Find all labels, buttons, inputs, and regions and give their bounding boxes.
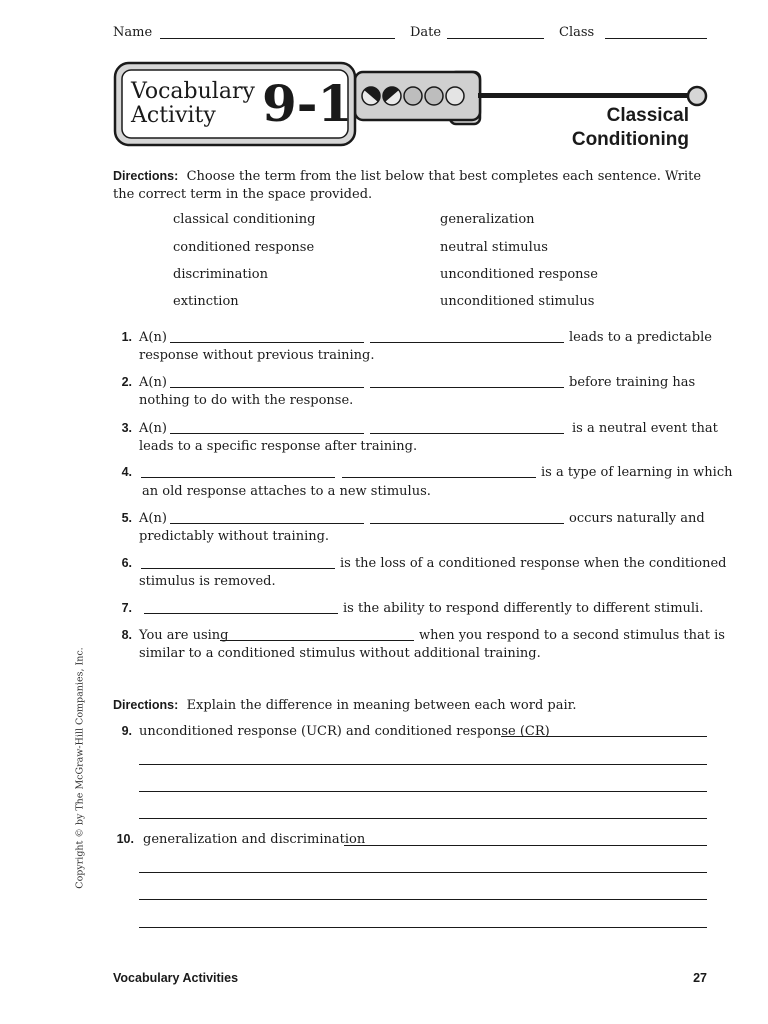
answer-blank[interactable] (220, 640, 414, 641)
question-prefix: A(n) (139, 421, 167, 436)
answer-line[interactable] (139, 791, 707, 792)
directions-2-label: Directions: (113, 698, 179, 712)
directions-1-label: Directions: (113, 169, 179, 183)
answer-blank[interactable] (370, 523, 564, 524)
question-number: 3. (121, 421, 132, 435)
question-prefix: A(n) (139, 511, 167, 526)
word-bank-term: classical conditioning (173, 212, 316, 227)
word-bank-term: discrimination (173, 267, 268, 282)
word-pair: generalization and discrimination (143, 832, 366, 847)
word-bank-term: unconditioned response (440, 267, 598, 282)
word-bank-term: unconditioned stimulus (440, 294, 595, 309)
word-pair: unconditioned response (UCR) and conditioned response (CR) (139, 724, 550, 739)
directions-2 (113, 696, 708, 715)
question-prefix: You are using (139, 628, 229, 643)
question-continuation: nothing to do with the response. (139, 393, 354, 408)
page-number: 27 (693, 971, 707, 985)
answer-blank[interactable] (144, 613, 338, 614)
word-bank-term: generalization (440, 212, 535, 227)
answer-blank[interactable] (141, 477, 335, 478)
answer-line[interactable] (139, 927, 707, 928)
answer-line[interactable] (344, 845, 707, 846)
question-number: 6. (121, 556, 132, 570)
activity-number: 9-1 (262, 74, 353, 133)
question-continuation: an old response attaches to a new stimulus. (142, 484, 431, 499)
question-continuation: response without previous training. (139, 348, 375, 363)
word-bank-term: extinction (173, 294, 239, 309)
question-text: before training has (569, 375, 696, 390)
topic-title-line1: Classical (606, 105, 689, 126)
copyright-notice: Copyright © by The McGraw-Hill Companies, Inc. (74, 647, 86, 889)
badge-line2: Activity (131, 103, 216, 128)
question-continuation: similar to a conditioned stimulus without additional training. (139, 646, 541, 661)
question-text: is the ability to respond differently to different stimuli. (343, 601, 704, 616)
name-label: Name (113, 25, 153, 40)
answer-blank[interactable] (370, 387, 564, 388)
question-continuation: predictably without training. (139, 529, 330, 544)
date-label: Date (410, 25, 442, 40)
question-number: 9. (121, 724, 132, 738)
topic-title-line2: Conditioning (571, 129, 689, 150)
answer-blank[interactable] (170, 433, 364, 434)
question-continuation: stimulus is removed. (139, 574, 276, 589)
word-bank-term: neutral stimulus (440, 240, 548, 255)
question-text: when you respond to a second stimulus that is (419, 628, 725, 643)
question-text: occurs naturally and (569, 511, 705, 526)
date-field[interactable] (447, 38, 544, 39)
question-continuation: leads to a specific response after training. (139, 439, 418, 454)
answer-blank[interactable] (342, 477, 536, 478)
question-number: 4. (121, 465, 132, 479)
question-text: is a type of learning in which (541, 465, 733, 480)
class-label: Class (559, 25, 595, 40)
question-number: 8. (121, 628, 132, 642)
answer-blank[interactable] (141, 568, 335, 569)
progress-dots (362, 87, 464, 105)
rule-end-circle (688, 87, 706, 105)
question-text: is a neutral event that (572, 421, 718, 436)
class-field[interactable] (605, 38, 707, 39)
name-field[interactable] (160, 38, 395, 39)
directions-1 (113, 167, 708, 204)
question-prefix: A(n) (139, 330, 167, 345)
question-number: 5. (121, 511, 132, 525)
answer-blank[interactable] (170, 387, 364, 388)
answer-blank[interactable] (370, 433, 564, 434)
answer-line[interactable] (139, 899, 707, 900)
word-bank-term: conditioned response (173, 240, 315, 255)
footer-title: Vocabulary Activities (113, 971, 239, 985)
answer-blank[interactable] (170, 523, 364, 524)
header-rule (478, 93, 698, 98)
question-text: leads to a predictable (569, 330, 712, 345)
answer-blank[interactable] (370, 342, 564, 343)
answer-line[interactable] (139, 872, 707, 873)
question-number: 2. (121, 375, 132, 389)
question-text: is the loss of a conditioned response when the conditioned (340, 556, 727, 571)
question-number: 1. (121, 330, 132, 344)
answer-line[interactable] (139, 818, 707, 819)
answer-line[interactable] (501, 736, 707, 737)
question-number: 7. (121, 601, 132, 615)
answer-line[interactable] (139, 764, 707, 765)
directions-2-text: Explain the difference in meaning between each word pair. (186, 698, 577, 713)
question-prefix: A(n) (139, 375, 167, 390)
directions-1-text: Choose the term from the list below that best completes each sentence. Write the correct term in the space provided. (113, 169, 702, 202)
badge-line1: Vocabulary (131, 79, 255, 104)
answer-blank[interactable] (170, 342, 364, 343)
question-number: 10. (116, 832, 134, 846)
